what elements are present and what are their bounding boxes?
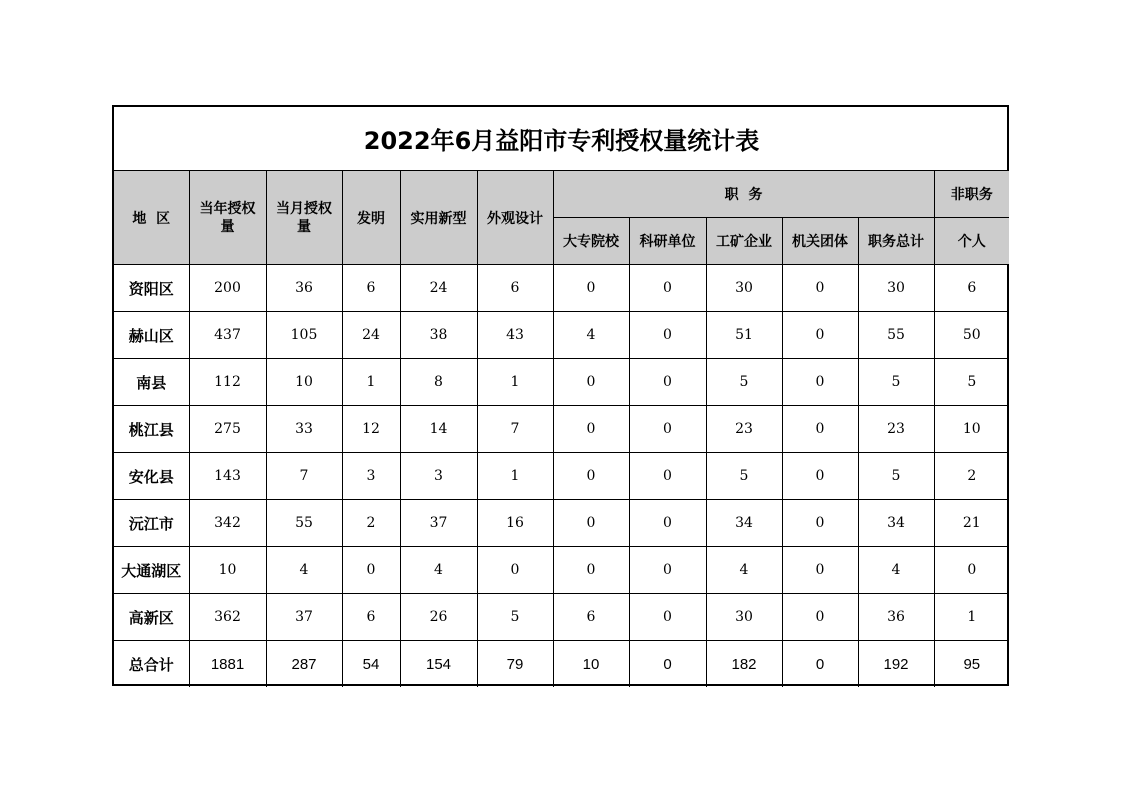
table-cell: 16 [477,500,553,547]
table-cell: 0 [782,312,858,359]
table-cell: 24 [342,312,400,359]
table-cell: 50 [934,312,1009,359]
table-cell: 342 [189,500,266,547]
table-cell: 0 [629,547,706,594]
table-cell: 0 [629,265,706,312]
table-cell: 55 [266,500,342,547]
header-enterprise: 工矿企业 [706,218,782,265]
table-cell: 0 [629,453,706,500]
table-cell: 287 [266,641,342,688]
header-service: 职 务 [553,171,934,218]
header-agency: 机关团体 [782,218,858,265]
table-cell: 5 [858,359,934,406]
table-cell: 12 [342,406,400,453]
table-cell: 5 [934,359,1009,406]
table-cell: 2 [342,500,400,547]
table-cell: 3 [342,453,400,500]
table-cell: 105 [266,312,342,359]
table-cell: 38 [400,312,477,359]
table-row [114,406,1009,453]
table-cell: 14 [400,406,477,453]
header-research: 科研单位 [629,218,706,265]
table-cell: 4 [858,547,934,594]
table-cell: 0 [782,500,858,547]
table-row [114,547,1009,594]
table-cell: 33 [266,406,342,453]
region-cell: 高新区 [114,594,189,641]
table-cell: 5 [858,453,934,500]
table-cell: 0 [629,312,706,359]
region-cell: 资阳区 [114,265,189,312]
table-cell: 275 [189,406,266,453]
table-cell: 0 [553,406,629,453]
table-cell: 10 [934,406,1009,453]
region-cell: 南县 [114,359,189,406]
table-cell: 0 [553,453,629,500]
total-label: 总合计 [114,641,189,688]
table-cell: 437 [189,312,266,359]
table-cell: 192 [858,641,934,688]
header-individual: 个人 [934,218,1009,265]
table-cell: 37 [266,594,342,641]
table-cell: 6 [934,265,1009,312]
table-row [114,594,1009,641]
table-cell: 154 [400,641,477,688]
header-service-total: 职务总计 [858,218,934,265]
header-utility: 实用新型 [400,171,477,265]
table-cell: 4 [706,547,782,594]
table-row [114,359,1009,406]
header-region: 地 区 [114,171,189,265]
table-cell: 36 [266,265,342,312]
table-cell: 0 [629,500,706,547]
table-cell: 200 [189,265,266,312]
table-cell: 23 [858,406,934,453]
region-cell: 大通湖区 [114,547,189,594]
region-cell: 沅江市 [114,500,189,547]
table-cell: 37 [400,500,477,547]
table-cell: 54 [342,641,400,688]
table-cell: 143 [189,453,266,500]
table-cell: 5 [706,453,782,500]
table-cell: 1881 [189,641,266,688]
table-cell: 10 [266,359,342,406]
table-cell: 0 [629,594,706,641]
region-cell: 赫山区 [114,312,189,359]
table-row [114,453,1009,500]
table-cell: 30 [706,265,782,312]
header-design: 外观设计 [477,171,553,265]
table-cell: 1 [342,359,400,406]
table-cell: 21 [934,500,1009,547]
table-cell: 0 [782,594,858,641]
table-cell: 0 [782,359,858,406]
table-row [114,312,1009,359]
table-cell: 182 [706,641,782,688]
table-cell: 6 [342,594,400,641]
table-cell: 8 [400,359,477,406]
table-cell: 112 [189,359,266,406]
table-cell: 4 [553,312,629,359]
table-cell: 51 [706,312,782,359]
table-cell: 5 [477,594,553,641]
table-cell: 36 [858,594,934,641]
statistics-sheet [112,105,1009,686]
header-non-service: 非职务 [934,171,1009,218]
header-month-total: 当月授权量 [266,171,342,265]
table-cell: 0 [342,547,400,594]
table-cell: 4 [400,547,477,594]
table-cell: 3 [400,453,477,500]
table-cell: 24 [400,265,477,312]
patent-table [114,107,1009,687]
header-invention: 发明 [342,171,400,265]
table-cell: 1 [477,453,553,500]
table-cell: 0 [629,641,706,688]
table-row [114,500,1009,547]
table-cell: 34 [706,500,782,547]
table-cell: 0 [553,547,629,594]
table-cell: 7 [266,453,342,500]
table-cell: 362 [189,594,266,641]
table-cell: 0 [782,641,858,688]
table-cell: 43 [477,312,553,359]
table-cell: 2 [934,453,1009,500]
table-cell: 30 [706,594,782,641]
table-cell: 5 [706,359,782,406]
table-cell: 30 [858,265,934,312]
table-cell: 0 [629,406,706,453]
total-row [114,641,1009,688]
table-cell: 55 [858,312,934,359]
region-cell: 安化县 [114,453,189,500]
table-cell: 0 [934,547,1009,594]
table-cell: 34 [858,500,934,547]
header-college: 大专院校 [553,218,629,265]
table-cell: 1 [934,594,1009,641]
table-cell: 79 [477,641,553,688]
table-cell: 10 [553,641,629,688]
table-title: 2022年6月益阳市专利授权量统计表 [114,107,1009,171]
table-cell: 0 [782,265,858,312]
table-cell: 0 [553,265,629,312]
table-cell: 0 [553,359,629,406]
table-cell: 0 [782,406,858,453]
header-year-total: 当年授权量 [189,171,266,265]
table-cell: 0 [629,359,706,406]
table-cell: 26 [400,594,477,641]
table-cell: 0 [782,547,858,594]
table-cell: 0 [782,453,858,500]
table-cell: 0 [477,547,553,594]
table-cell: 10 [189,547,266,594]
table-cell: 6 [477,265,553,312]
table-cell: 1 [477,359,553,406]
region-cell: 桃江县 [114,406,189,453]
table-cell: 6 [342,265,400,312]
table-cell: 7 [477,406,553,453]
table-cell: 6 [553,594,629,641]
table-cell: 0 [553,500,629,547]
table-row [114,265,1009,312]
table-cell: 95 [934,641,1009,688]
table-cell: 4 [266,547,342,594]
table-cell: 23 [706,406,782,453]
